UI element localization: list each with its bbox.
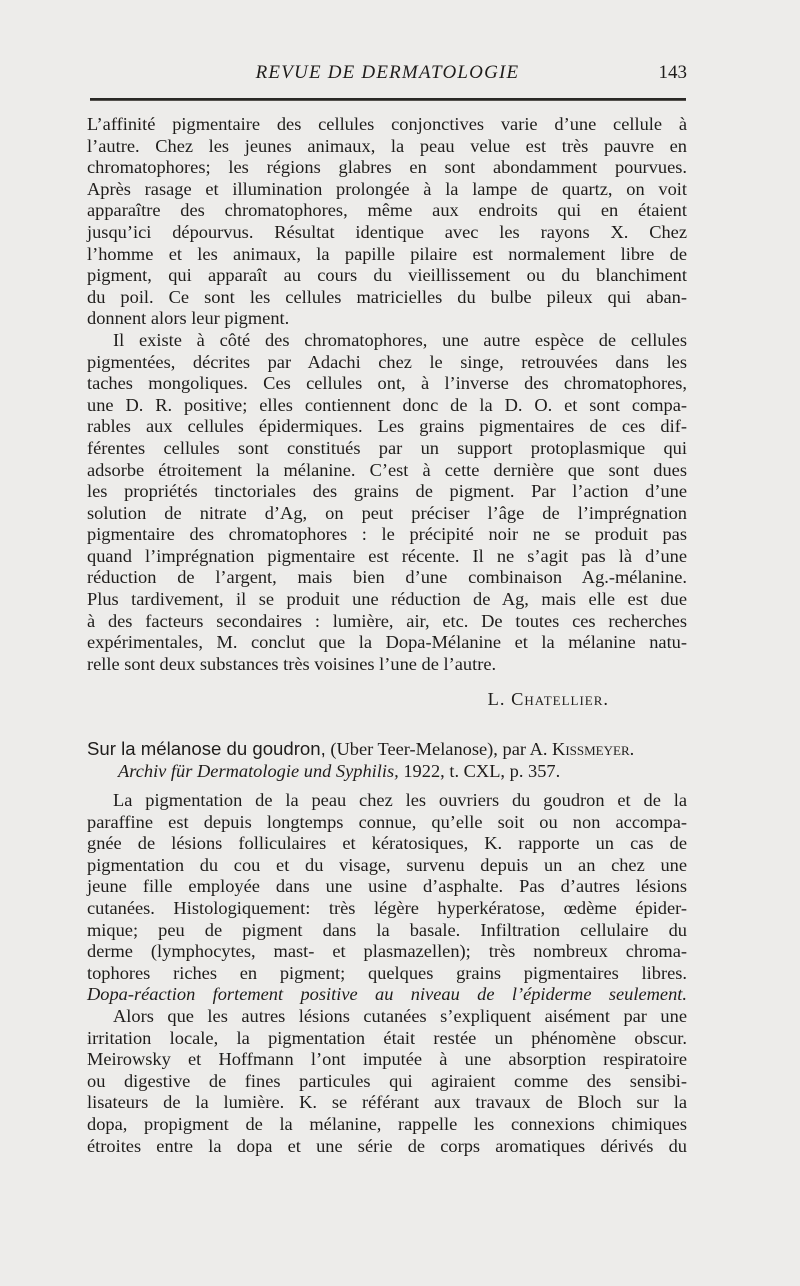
signature-initial: L. C (487, 689, 525, 709)
article-author: Kissmeyer. (552, 739, 635, 759)
text-line: cutanées. Histologiquement: très légère hyperkératose, œdème épider- (87, 897, 687, 918)
text-line: Alors que les autres lésions cutanées s’expliquent aisément par une (113, 1005, 687, 1026)
text-line: réduction de l’argent, mais bien d’une combinaison Ag.-mélanine. (87, 567, 687, 588)
text-line: expérimentales, M. conclut que la Dopa-Mélanine et la mélanine natu- (87, 632, 687, 653)
text-line: les propriétés tinctoriales des grains de pigment. Par l’action d’une (87, 481, 687, 502)
section2-text (87, 790, 687, 1157)
text-line: gnée de lésions folliculaires et kératosiques, K. rapporte un cas de (87, 833, 687, 854)
text-line: relle sont deux substances très voisines l’une de l’autre. (87, 653, 497, 674)
running-head (90, 62, 685, 88)
article-heading (87, 738, 687, 782)
journal-name: Archiv für Dermatologie und Syphilis, (118, 761, 399, 781)
text-line: férentes cellules sont constitués par un support protoplasmique qui (87, 437, 687, 458)
text-line: rables aux cellules épidermiques. Les grains pigmentaires de ces dif- (87, 416, 687, 437)
text-line: solution de nitrate d’Ag, on peut préciser l’âge de l’imprégnation (87, 502, 687, 523)
running-title: REVUE DE DERMATOLOGIE (255, 62, 520, 83)
text-line: dopa, propigment de la mélanine, rappelle les connexions chimiques (87, 1113, 687, 1134)
article-citation-line (87, 760, 687, 782)
text-line: donnent alors leur pigment. (87, 308, 290, 329)
text-line: tophores riches en pigment; quelques grains pigmentaires libres. (87, 962, 687, 983)
text-line: Après rasage et illumination prolongée à la lampe de quartz, on voit (87, 178, 687, 199)
text-line: quand l’imprégnation pigmentaire est récente. Il ne s’agit pas là d’une (87, 545, 687, 566)
section1-text (87, 114, 687, 675)
text-line: l’autre. Chez les jeunes animaux, la peau velue est très pauvre en (87, 135, 687, 156)
text-line: paraffine est depuis longtemps connue, qu’elle soit ou non accompa- (87, 811, 687, 832)
text-line: jusqu’ici dépourvus. Résultat identique avec les rayons X. Chez (87, 221, 687, 242)
signature (87, 688, 609, 710)
text-line: pigmentation du cou et du visage, survenu depuis un an chez une (87, 854, 687, 875)
signature-surname: hatellier. (524, 689, 609, 709)
text-line: lisateurs de la lumière. K. se référant aux travaux de Bloch sur la (87, 1092, 687, 1113)
text-line: derme (lymphocytes, mast- et plasmazellen); très nombreux chroma- (87, 941, 687, 962)
text-line: Meirowsky et Hoffmann l’ont imputée à une absorption respiratoire (87, 1049, 687, 1070)
text-line: pigmentaire des chromatophores : le précipité noir ne se produit pas (87, 524, 687, 545)
citation-details: 1922, t. CXL, p. 357. (398, 761, 561, 781)
text-line: à des facteurs secondaires : lumière, air, etc. De toutes ces recherches (87, 610, 687, 631)
text-line: du poil. Ce sont les cellules matricielles du bulbe pileux qui aban- (87, 286, 687, 307)
text-line: Plus tardivement, il se produit une réduction de Ag, mais elle est due (87, 589, 687, 610)
text-line: jeune fille employée dans une usine d’asphalte. Pas d’autres lésions (87, 876, 687, 897)
text-line: Dopa-réaction fortement positive au niveau de l’épiderme seulement. (87, 984, 687, 1005)
article-subtitle: (Uber Teer-Melanose), par A. (325, 739, 553, 759)
text-line: mique; peu de pigment dans la basale. Infiltration cellulaire du (87, 919, 687, 940)
text-line: La pigmentation de la peau chez les ouvriers du goudron et de la (113, 790, 687, 810)
page-number: 143 (658, 62, 687, 83)
header-rule (90, 98, 686, 101)
article-title: Sur la mélanose du goudron, (87, 738, 326, 759)
text-line: une D. R. positive; elles contiennent donc de la D. O. et sont compa- (87, 394, 687, 415)
text-line: pigmentées, décrites par Adachi chez le singe, retrouvées dans les (87, 351, 687, 372)
text-line: pigment, qui apparaît au cours du vieillissement ou du blanchiment (87, 265, 687, 286)
text-line: L’affinité pigmentaire des cellules conjonctives varie d’une cellule à (87, 114, 687, 134)
text-line: Il existe à côté des chromatophores, une autre espèce de cellules (113, 329, 687, 350)
text-line: l’homme et les animaux, la papille pilaire est normalement libre de (87, 243, 687, 264)
text-line: taches mongoliques. Ces cellules ont, à l’inverse des chromatophores, (87, 373, 687, 394)
text-line: adsorbe étroitement la mélanine. C’est à cette dernière que sont dues (87, 459, 687, 480)
text-line: chromatophores; les régions glabres en sont abondamment pourvues. (87, 157, 687, 178)
text-line: irritation locale, la pigmentation était restée un phénomène obscur. (87, 1027, 687, 1048)
article-title-line (87, 738, 687, 760)
text-line: étroites entre la dopa et une série de corps aromatiques dérivés du (87, 1135, 687, 1156)
text-line: apparaître des chromatophores, même aux endroits qui en étaient (87, 200, 687, 221)
text-line: ou digestive de fines particules qui agiraient comme des sensibi- (87, 1070, 687, 1091)
